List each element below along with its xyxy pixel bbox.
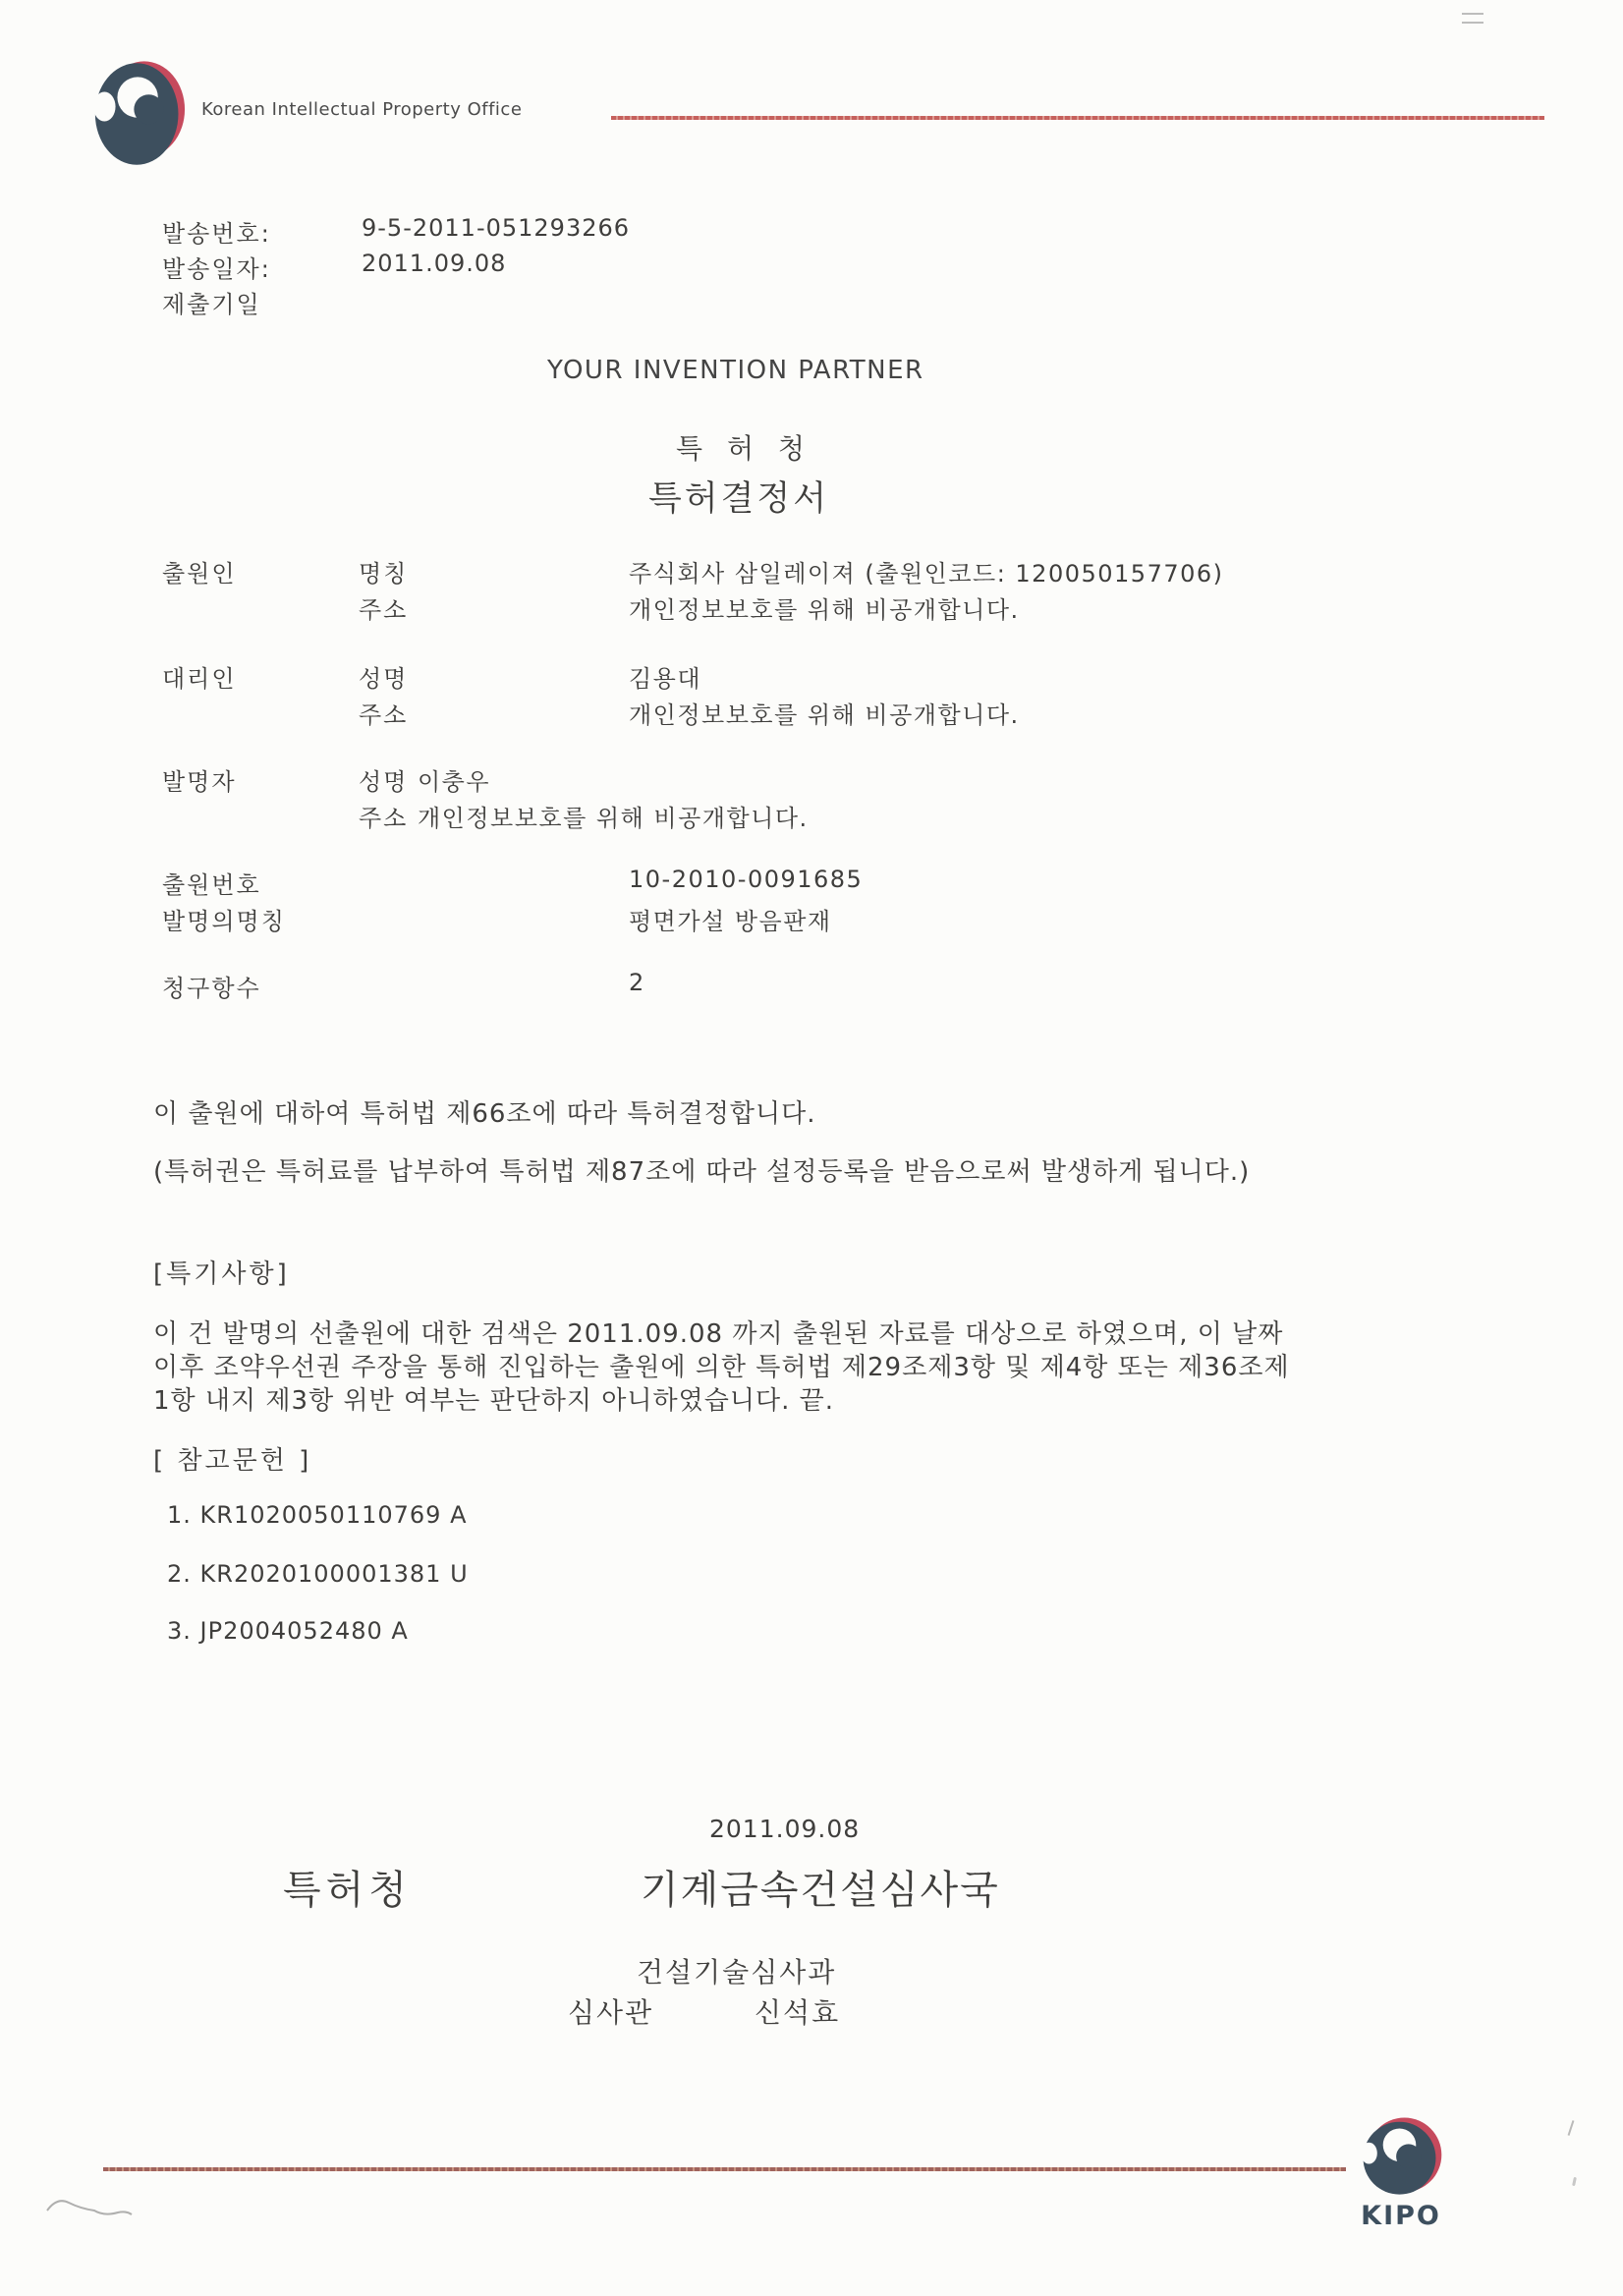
agent-section <box>162 659 1538 732</box>
applicant-name-value: 주식회사 삼일레이져 (출원인코드: 120050157706) <box>629 560 1224 588</box>
signoff-bureau: 기계금속건설심사국 <box>641 1868 1000 1913</box>
agent-addr-value: 개인정보보호를 위해 비공개합니다. <box>629 701 1020 729</box>
reference-item: 2. KR2020100001381 U <box>167 1560 469 1588</box>
special-notes-line: 이후 조약우선권 주장을 통해 진입하는 출원에 의한 특허법 제29조제3항 및 제4항 또는 제36조제 <box>153 1353 1290 1382</box>
invention-title-label: 발명의명칭 <box>162 908 286 935</box>
inventor-section <box>162 762 1538 835</box>
examiner-label: 심사관 <box>568 1996 654 2029</box>
field-row <box>162 659 1538 696</box>
dispatch-row <box>162 214 1046 250</box>
applicant-name-key: 명칭 <box>359 560 409 588</box>
agent-label: 대리인 <box>162 665 237 693</box>
invention-title-value: 평면가설 방음판재 <box>629 908 832 935</box>
decision-statement: 이 출원에 대하여 특허법 제66조에 따라 특허결정합니다. <box>153 1099 816 1129</box>
agent-addr-key: 주소 <box>359 701 409 729</box>
signoff-division: 건설기술심사과 <box>637 1956 837 1988</box>
inventor-name-value: 이충우 <box>418 768 491 796</box>
agent-name-value: 김용대 <box>629 665 702 693</box>
applicant-section <box>162 554 1538 627</box>
field-row <box>162 866 1538 902</box>
decision-date: 2011.09.08 <box>709 1815 861 1843</box>
application-section <box>162 866 1538 938</box>
field-row <box>162 762 1538 799</box>
taegeuk-icon <box>1361 2112 1443 2201</box>
field-row <box>162 696 1538 732</box>
special-notes-line: 1항 내지 제3항 위반 여부는 판단하지 아니하였습니다. 끝. <box>153 1386 835 1416</box>
agent-name-key: 성명 <box>359 665 409 693</box>
scan-artifact-squiggle <box>43 2189 141 2228</box>
taegeuk-icon <box>93 55 186 173</box>
special-notes-heading: [특기사항] <box>153 1260 290 1289</box>
dispatch-row <box>162 250 1046 285</box>
inventor-name-key: 성명 <box>359 768 409 796</box>
dispatch-number-label: 발송번호: <box>162 220 271 248</box>
scan-artifact <box>1572 2177 1577 2186</box>
org-name: Korean Intellectual Property Office <box>201 99 523 120</box>
signoff-office: 특허청 <box>283 1868 412 1913</box>
office-title: 특 허 청 <box>676 432 812 465</box>
examiner-name: 신석효 <box>755 1996 841 2029</box>
claims-section <box>162 969 1538 1005</box>
header-rule <box>611 116 1544 120</box>
field-row <box>162 902 1538 938</box>
scan-artifact <box>1462 13 1483 24</box>
claims-count-label: 청구항수 <box>162 975 261 1002</box>
applicant-addr-value: 개인정보보호를 위해 비공개합니다. <box>629 596 1020 624</box>
field-row <box>162 554 1538 590</box>
applicant-addr-key: 주소 <box>359 596 409 624</box>
inventor-addr-key: 주소 <box>359 805 409 832</box>
dispatch-date-value: 2011.09.08 <box>362 250 507 277</box>
applicant-label: 출원인 <box>162 560 237 588</box>
claims-count-value: 2 <box>629 969 645 996</box>
special-notes-line: 이 건 발명의 선출원에 대한 검색은 2011.09.08 까지 출원된 자료를 대상으로 하였으며, 이 날짜 <box>153 1319 1284 1349</box>
application-number-value: 10-2010-0091685 <box>629 866 864 893</box>
footer-rule <box>103 2167 1346 2171</box>
field-row <box>162 799 1538 835</box>
kipo-logo-text: KIPO <box>1361 2201 1441 2231</box>
inventor-label: 발명자 <box>162 768 237 796</box>
reference-item: 3. JP2004052480 A <box>167 1617 409 1645</box>
kipo-footer-logo-icon <box>1361 2112 1443 2201</box>
kipo-taegeuk-logo-icon <box>93 55 186 173</box>
submission-deadline-label: 제출기일 <box>162 291 261 318</box>
application-number-label: 출원번호 <box>162 871 261 899</box>
scan-artifact <box>1568 2120 1575 2136</box>
dispatch-number-value: 9-5-2011-051293266 <box>362 214 631 242</box>
field-row <box>162 969 1538 1005</box>
reference-item: 1. KR1020050110769 A <box>167 1501 468 1529</box>
decision-note: (특허권은 특허료를 납부하여 특허법 제87조에 따라 설정등록을 받음으로써 발생하게 됩니다.) <box>153 1157 1251 1187</box>
dispatch-info <box>162 214 1046 320</box>
references-heading: [ 참고문헌 ] <box>153 1446 312 1476</box>
document-title: 특허결정서 <box>648 479 830 519</box>
dispatch-date-label: 발송일자: <box>162 255 271 283</box>
field-row <box>162 590 1538 627</box>
dispatch-row <box>162 285 1046 320</box>
slogan: YOUR INVENTION PARTNER <box>547 356 924 385</box>
inventor-addr-value: 개인정보보호를 위해 비공개합니다. <box>418 805 809 832</box>
